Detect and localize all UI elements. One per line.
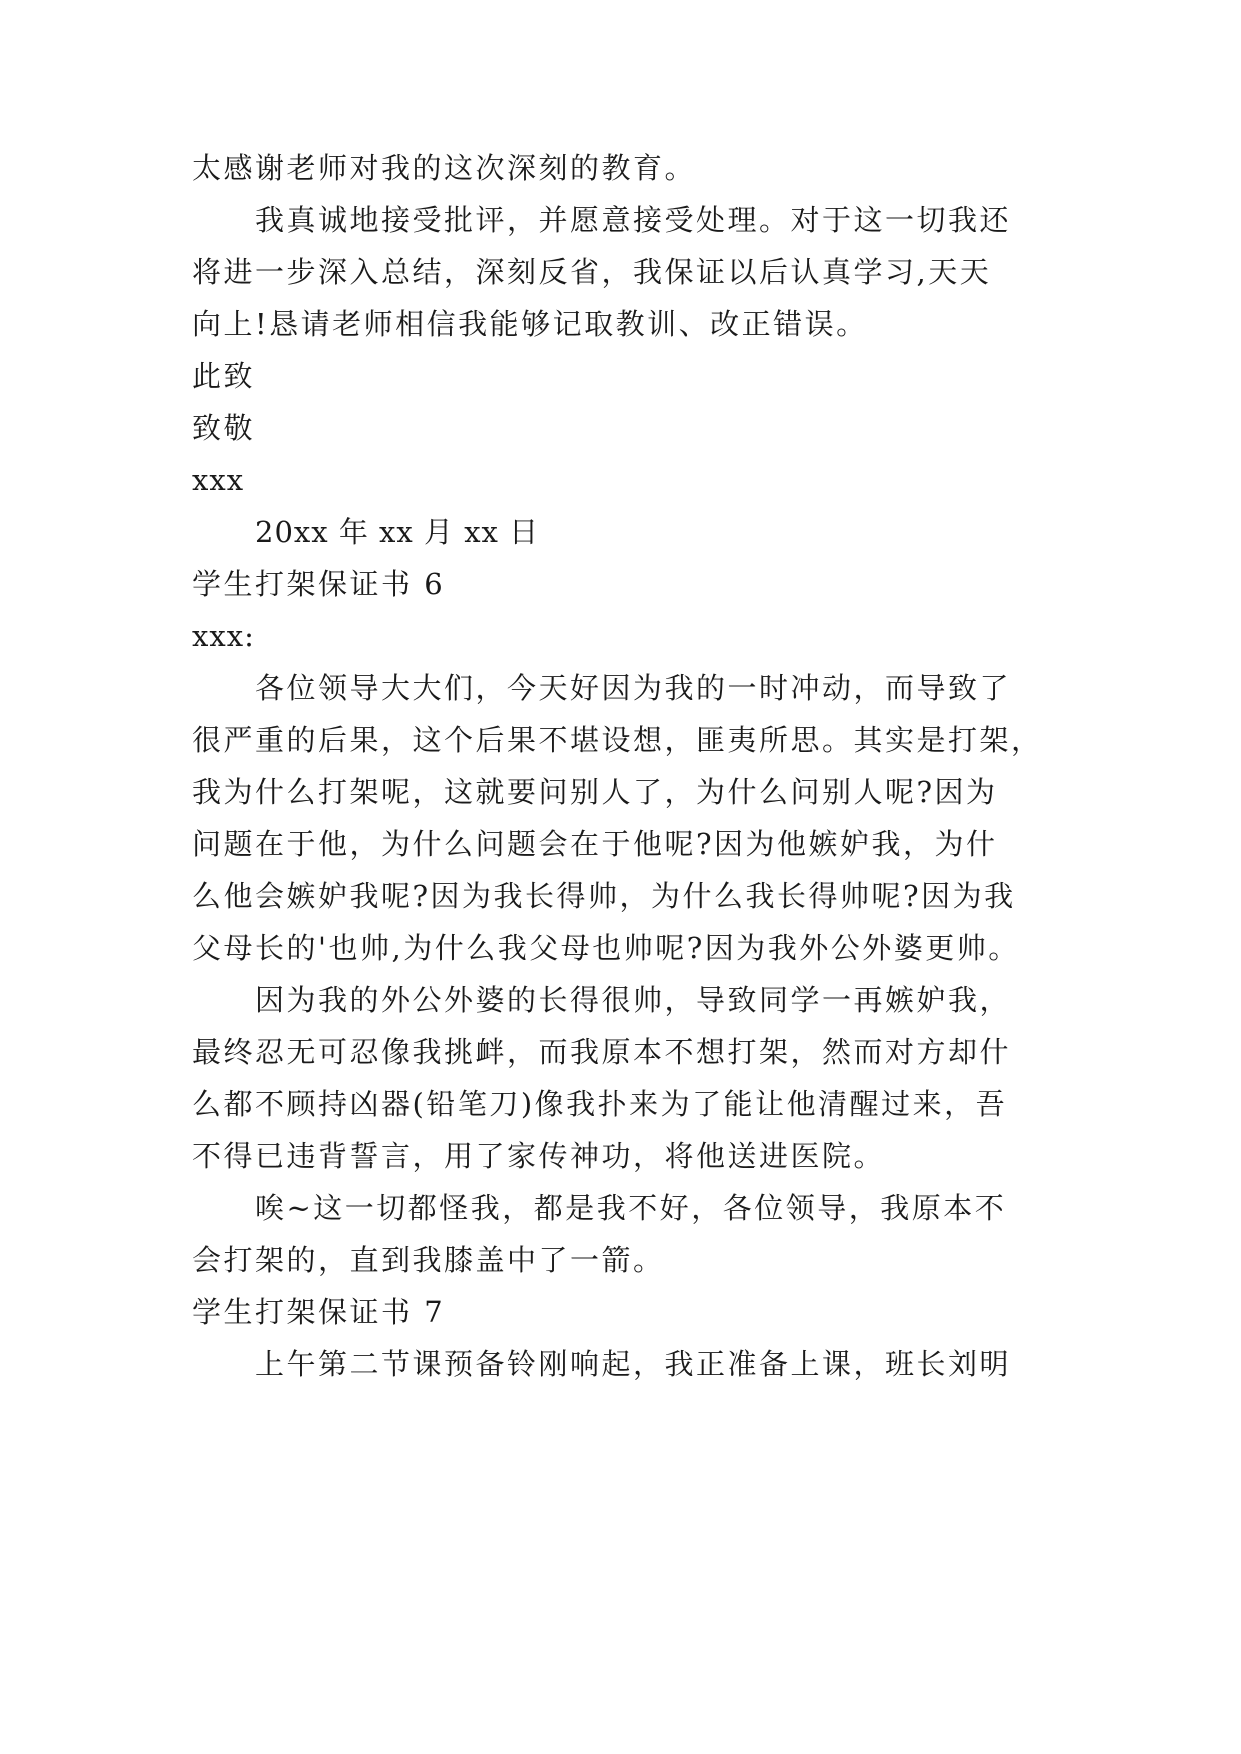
paragraph-line: 我为什么打架呢，这就要问别人了，为什么问别人呢?因为	[192, 775, 998, 809]
paragraph-line: 因为我的外公外婆的长得很帅，导致同学一再嫉妒我，	[255, 983, 1012, 1017]
signature-date: 20xx 年 xx 月 xx 日	[255, 515, 540, 549]
paragraph-line: 会打架的，直到我膝盖中了一箭。	[192, 1243, 665, 1277]
paragraph-line-closing-thanks: 太感谢老师对我的这次深刻的教育。	[192, 151, 697, 185]
paragraph-line: 上午第二节课预备铃刚响起，我正准备上课，班长刘明	[255, 1347, 1012, 1381]
paragraph-line: 么他会嫉妒我呢?因为我长得帅，为什么我长得帅呢?因为我	[192, 879, 1016, 913]
paragraph-line: 我真诚地接受批评，并愿意接受处理。对于这一切我还	[255, 203, 1012, 237]
addressee: xxx:	[192, 619, 255, 653]
paragraph-line: 将进一步深入总结，深刻反省，我保证以后认真学习,天天	[192, 255, 992, 289]
paragraph-line: 不得已违背誓言，用了家传神功，将他送进医院。	[192, 1139, 886, 1173]
paragraph-line: 很严重的后果，这个后果不堪设想，匪夷所思。其实是打架，	[192, 723, 1043, 757]
paragraph-line: 各位领导大大们，今天好因为我的一时冲动，而导致了	[255, 671, 1012, 705]
salutation-zhijing: 致敬	[192, 411, 256, 445]
signature-name: xxx	[192, 463, 245, 497]
section-heading-6: 学生打架保证书 6	[192, 567, 446, 601]
section-heading-7: 学生打架保证书 7	[192, 1295, 446, 1329]
paragraph-line: 么都不顾持凶器(铅笔刀)像我扑来为了能让他清醒过来，吾	[192, 1087, 1008, 1121]
paragraph-line: 问题在于他，为什么问题会在于他呢?因为他嫉妒我，为什	[192, 827, 998, 861]
paragraph-line: 唉~这一切都怪我，都是我不好，各位领导，我原本不	[255, 1191, 1007, 1225]
paragraph-line: 最终忍无可忍像我挑衅，而我原本不想打架，然而对方却什	[192, 1035, 1012, 1069]
paragraph-line: 父母长的'也帅,为什么我父母也帅呢?因为我外公外婆更帅。	[192, 931, 1020, 965]
salutation-cizhi: 此致	[192, 359, 256, 393]
paragraph-line: 向上!恳请老师相信我能够记取教训、改正错误。	[192, 307, 868, 341]
